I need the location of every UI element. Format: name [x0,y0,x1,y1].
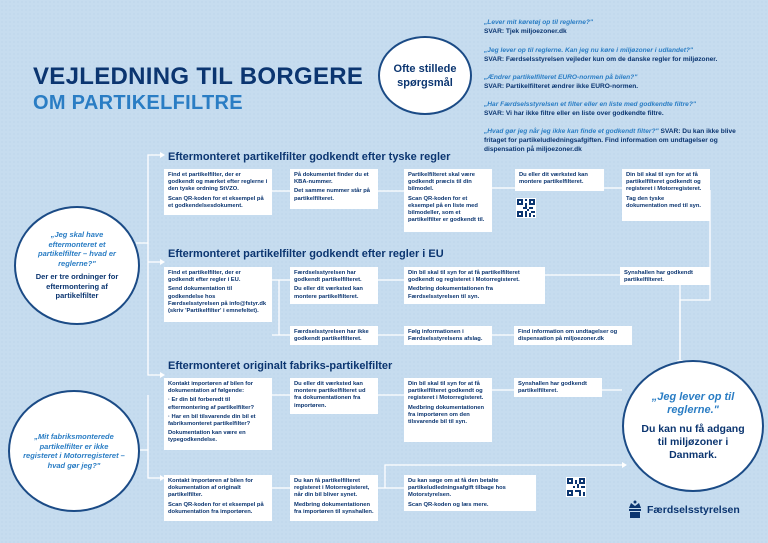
step-text: Find et partikelfilter, der er godkendt og mærket efter reglerne i den tyske ordning StVZO. [168,172,268,193]
page-subtitle: OM PARTIKELFILTRE [33,92,243,114]
step-text: Din bil skal til syn for at få partikelfilteret godkendt og registeret i Motorregisteret. [408,381,484,402]
step-text: Scan QR-koden for et eksempel på dokumentation fra importøren. [168,501,264,515]
faq-answer: SVAR: Tjek miljoezoner.dk [484,28,567,35]
faq-question-answer [484,127,744,154]
step-box-1b [290,169,378,209]
step-text: Du eller dit værksted kan montere partikelfilteret. [519,172,588,186]
step-box-2b [290,267,378,304]
step-text: Scan QR-koden for et eksempel på en liste med bilmodeller, som et partikelfilter er godkendt til. [408,195,485,224]
question-1-quote: „Jeg skal have eftermonteret et partikelfilter – hvad er reglerne?" [38,230,116,268]
section-heading-german: Eftermonteret partikelfilter godkendt efter tyske regler [168,151,451,163]
step-box-2d [620,267,710,285]
step-box-3d [514,378,602,397]
step-text: Scan QR-koden for et eksempel på et godkendelsesdokument. [168,195,264,209]
step-text: Følg informationen i Færdselsstyrelsens afslag. [408,329,483,343]
step-box-4a [164,475,272,521]
step-text: Din bil skal til syn for at få partikelfilteret godkendt og registeret i Motorregisteret. [626,172,702,193]
faq-item-3 [484,73,744,91]
question-1-answer: Der er tre ordninger for eftermontering af partikelfilter [35,272,119,301]
crown-icon [627,500,643,520]
step-box-1c [404,169,492,232]
step-text: Scan QR-koden og læs mere. [408,501,489,508]
step-text: Det samme nummer står på partikelfilteret. [294,188,371,202]
faq-question: „Jeg lever op til reglerne. Kan jeg nu køre i miljøzoner i udlandet?" [484,47,694,54]
step-text: Find et partikelfilter, der er godkendt efter regler i EU. [168,270,241,284]
faq-circle [378,36,472,115]
faq-question: „Lever mit køretøj op til reglerne?" [484,19,594,26]
step-text: Færdselsstyrelsen har ikke godkendt partikelfilteret. [294,329,369,343]
step-box-4b [290,475,378,521]
step-text: Medbring dokumentationen fra importøren til synshallen. [294,501,374,515]
agency-logo [627,500,740,520]
qr-code-icon[interactable] [566,477,586,497]
faq-question: „Hvad gør jeg når jeg ikke kan finde et godkendt filter?" [484,128,659,135]
step-text: Tag den tyske dokumentation med til syn. [626,195,702,209]
step-box-2f [404,326,492,345]
step-text: Du kan få partikelfilteret registeret i Motorregisteret, når din bil bliver synet. [294,478,370,499]
faq-question: „Ændrer partikelfilteret EURO-normen på bilen?" [484,74,638,81]
step-box-1d [515,169,604,191]
step-text: Dokumentation kan være en typegodkendelse. [168,430,246,444]
step-text: Du eller dit værksted kan montere partikelfilteret. [294,286,363,300]
step-box-2c [404,267,545,304]
result-circle [622,360,764,492]
step-box-3a [164,378,272,450]
faq-answer: SVAR: Partikelfilteret ændrer ikke EURO-normen. [484,83,639,90]
step-text: Find information om undtagelser og dispensation på miljoezoner.dk [518,329,618,343]
step-box-4c [404,475,536,511]
step-text: Send dokumentation til godkendelse hos Færdselsstyrelsen på info@fstyr.dk (skriv 'Partikelfilter' i emnefeltet). [168,286,267,315]
step-box-3c [404,378,492,442]
faq-item-4 [484,100,744,118]
question-2-quote: „Mit fabriksmonterede partikelfilter er ikke registeret i Motorregisteret – hvad gør jeg?" [23,432,125,470]
step-box-1e [622,169,710,221]
step-text: Du kan søge om at få den betalte partikeludledningsafgift tilbage hos Motorstyrelsen. [408,478,506,499]
step-box-2a [164,267,272,322]
faq-item-5 [484,127,744,154]
question-circle-2 [8,390,140,512]
step-text: Medbring dokumentationen fra Færdselsstyrelsen til syn. [408,286,494,300]
step-text: Medbring dokumentationen fra importøren om den tilsvarende bil til syn. [408,404,485,426]
step-text: Kontakt importøren af bilen for dokumentation af følgende: [168,381,254,395]
qr-code-icon[interactable] [516,198,536,218]
faq-question: „Har Færdselsstyrelsen et filter eller en liste med godkendte filtre?" [484,101,696,108]
step-text: Partikelfilteret skal være godkendt præcis til din bilmodel. [408,172,476,193]
logo-text: Færdselsstyrelsen [647,504,740,516]
step-box-2g [514,326,632,345]
result-text: Du kan nu få adgang til miljøzoner i Danmark. [641,422,745,461]
step-text: Synshallen har godkendt partikelfilteret. [624,270,693,284]
step-text: · Har en bil tilsvarende din bil et fabriksmonteret partikelfilter? [168,413,256,428]
result-quote: „Jeg lever op til reglerne." [651,390,735,416]
faq-circle-label: Ofte stillede spørgsmål [393,62,457,89]
section-heading-eu: Eftermonteret partikelfilter godkendt efter regler i EU [168,248,444,260]
step-text: Din bil skal til syn for at få partikelfilteret godkendt og registeret i Motorregisteret. [408,270,520,284]
faq-answer: SVAR: Færdselsstyrelsen vejleder kun om de danske regler for miljøzoner. [484,56,718,63]
step-box-1a [164,169,272,215]
section-heading-factory: Eftermonteret originalt fabriks-partikelfilter [168,360,393,372]
step-box-2e [290,326,378,345]
step-text: Synshallen har godkendt partikelfilteret. [518,381,587,395]
faq-item-2 [484,46,744,64]
step-text: Du eller dit værksted kan montere partikelfilteret ud fra dokumentationen fra importøren. [294,381,366,409]
step-text: · Er din bil forberedt til eftermontering af partikelfilter? [168,397,255,411]
faq-answer: SVAR: Du kan ikke blive fritaget for partikeludledningsafgiften. Find information om undtagelser og dispensation på miljoezoner.dk [484,128,736,153]
step-box-3b [290,378,378,414]
page-title: VEJLEDNING TIL BORGERE [33,63,364,90]
question-circle-1 [14,206,140,325]
faq-item-1 [484,18,744,36]
step-text: Kontakt importøren af bilen for dokumentation af originalt partikelfilter. [168,478,254,499]
step-text: På dokumentet finder du et KBA-nummer. [294,172,369,186]
step-text: Færdselsstyrelsen har godkendt partikelfilteret. [294,270,362,284]
faq-answer: SVAR: Vi har ikke filtre eller en liste over godkendte filtre. [484,110,664,117]
